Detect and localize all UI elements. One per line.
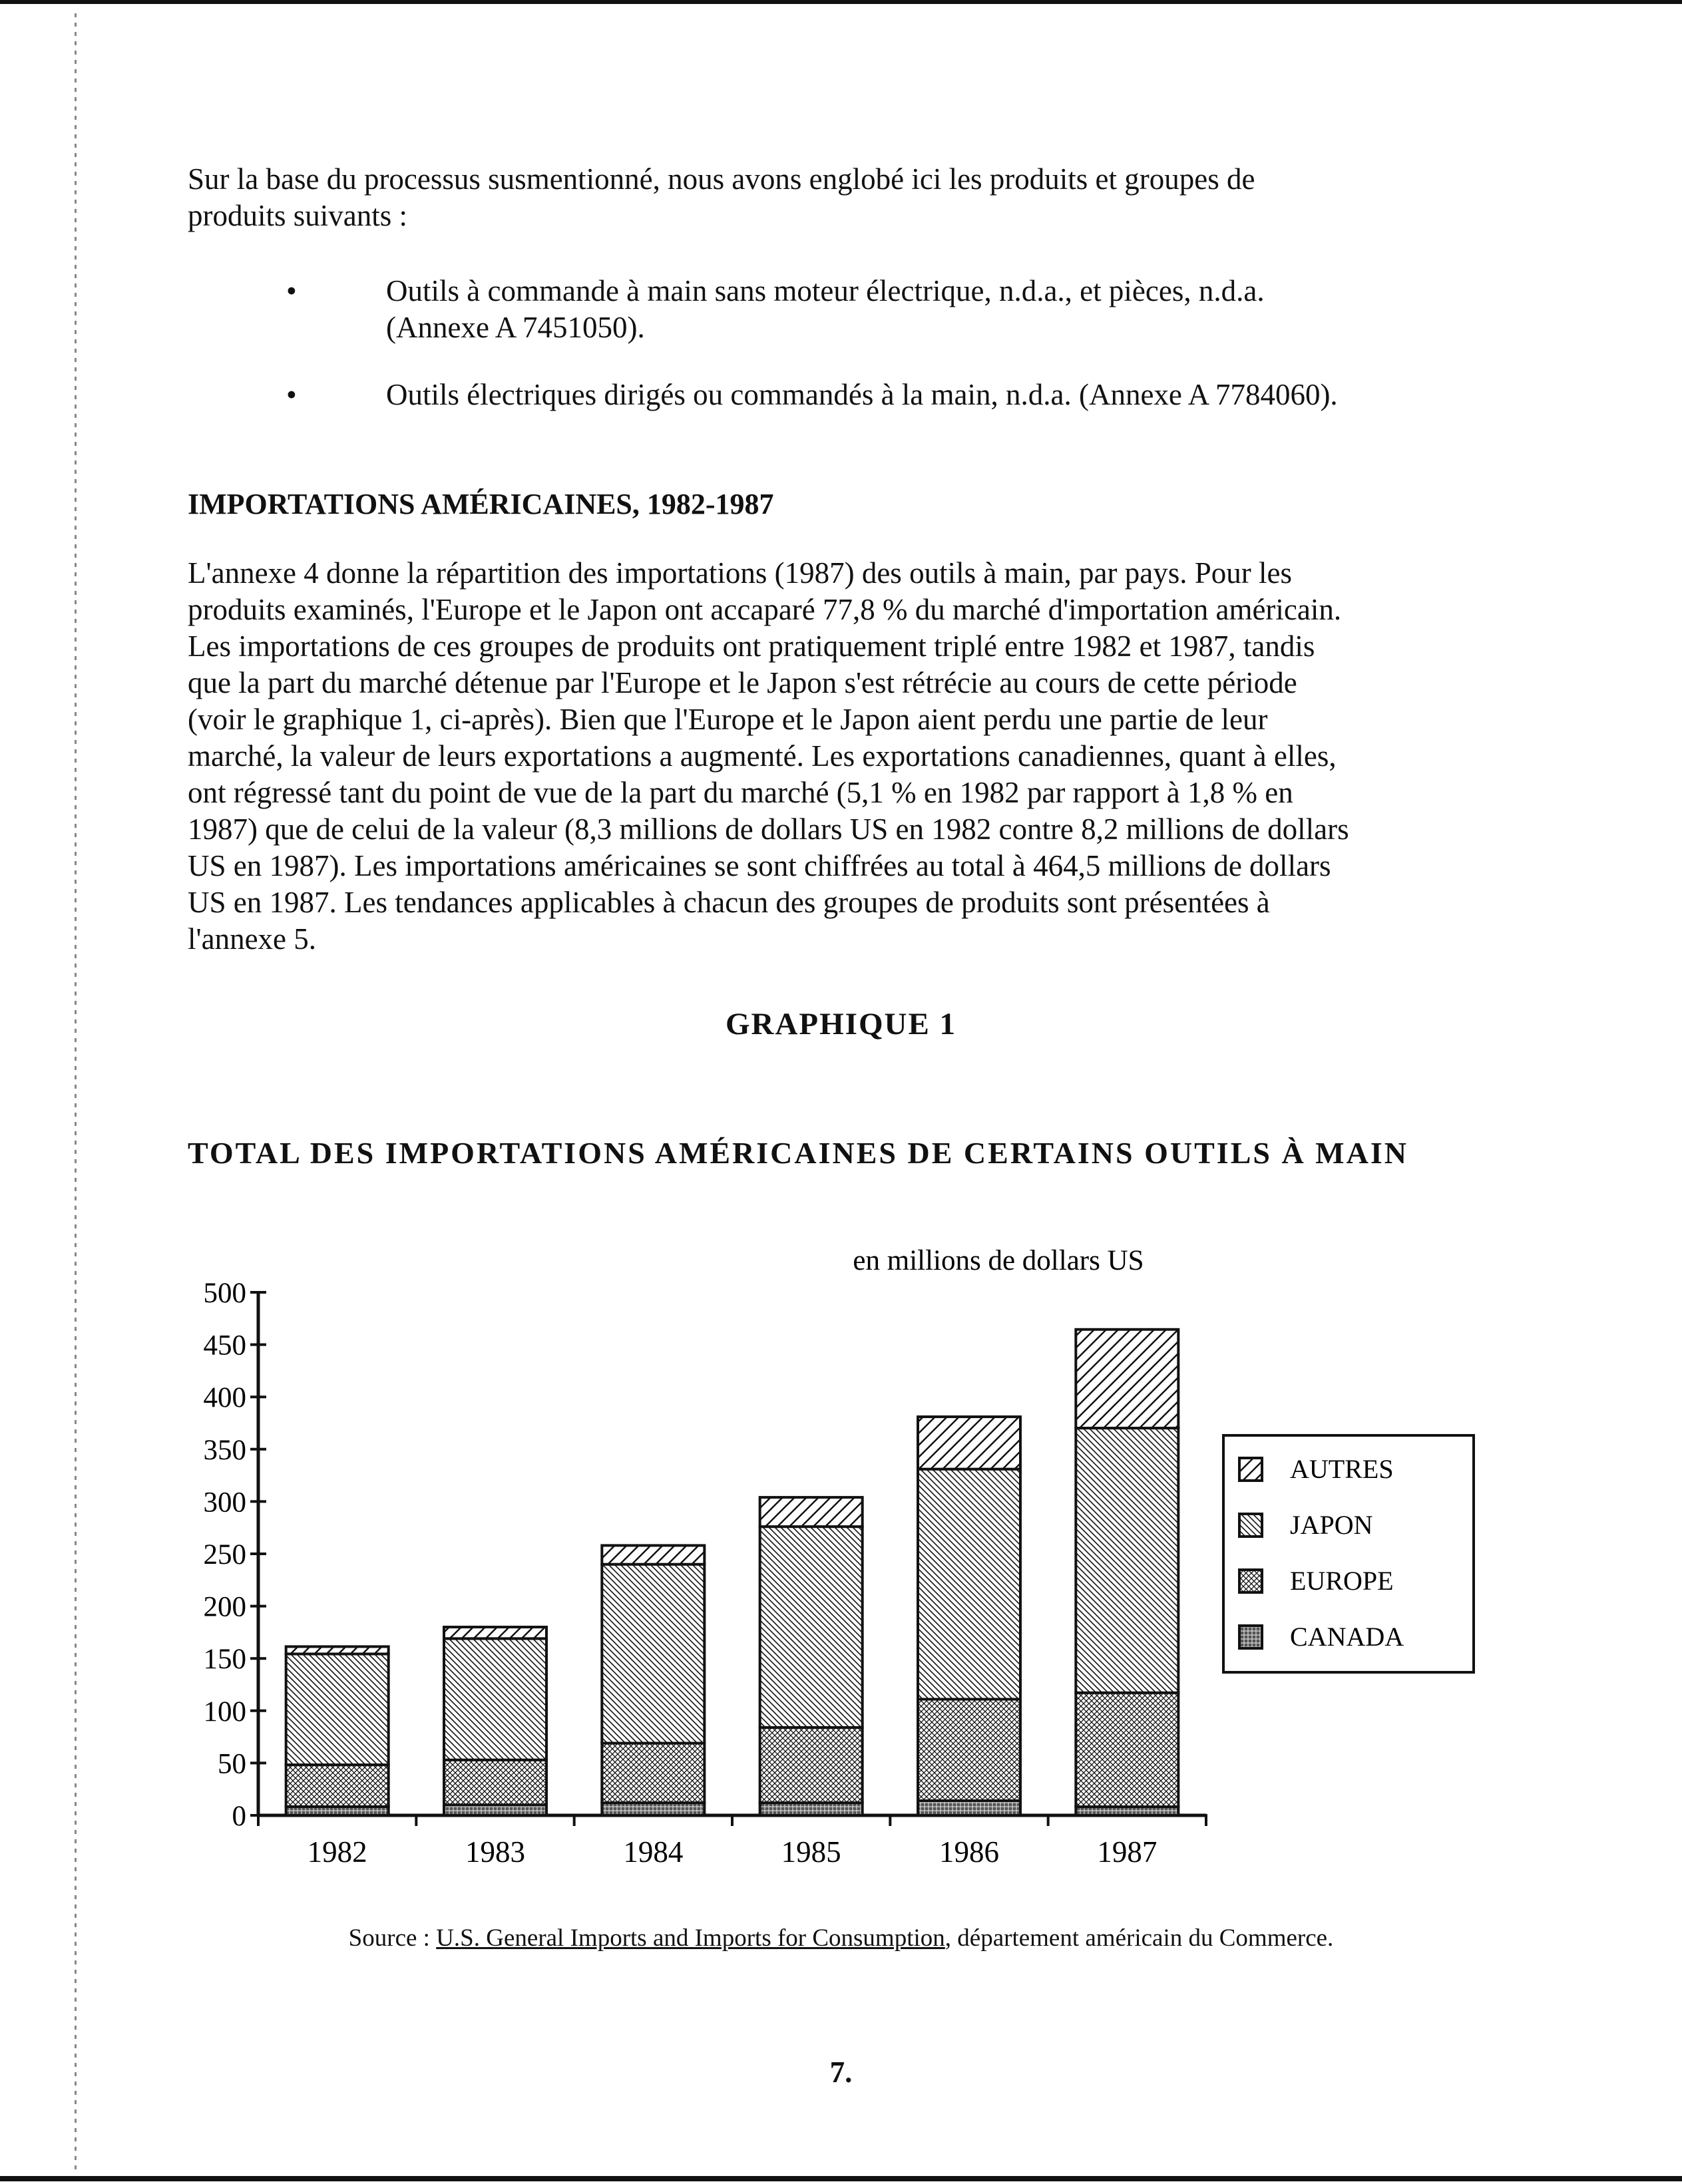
x-tick-label: 1982 bbox=[307, 1835, 367, 1869]
x-tick-label: 1986 bbox=[939, 1835, 999, 1869]
source-suffix: , département américain du Commerce. bbox=[945, 1924, 1334, 1952]
intro-line-1: Sur la base du processus susmentionné, nous avons englobé ici les produits et groupes de bbox=[188, 162, 1255, 196]
y-tick-label: 200 bbox=[203, 1591, 246, 1623]
paragraph-line: L'annexe 4 donne la répartition des importations (1987) des outils à main, par pays. Pour les bbox=[188, 556, 1292, 590]
section-heading: IMPORTATIONS AMÉRICAINES, 1982-1987 bbox=[188, 488, 774, 520]
y-tick-label: 250 bbox=[203, 1539, 246, 1570]
bar-segment-europe-1986 bbox=[918, 1700, 1020, 1801]
intro-paragraph bbox=[188, 161, 1452, 234]
x-axis bbox=[258, 1814, 1206, 1869]
legend-label-autres: AUTRES bbox=[1290, 1454, 1394, 1484]
x-tick-label: 1984 bbox=[623, 1835, 684, 1869]
legend-swatch-europe bbox=[1239, 1570, 1262, 1592]
y-tick-label: 150 bbox=[203, 1644, 246, 1676]
legend-label-europe: EUROPE bbox=[1290, 1566, 1394, 1596]
bar-segment-canada-1986 bbox=[918, 1801, 1020, 1815]
paragraph-line: Les importations de ces groupes de produits ont pratiquement triplé entre 1982 et 1987, tandis bbox=[188, 630, 1315, 663]
bar-segment-autres-1985 bbox=[760, 1497, 863, 1527]
source-note bbox=[0, 1924, 1682, 1952]
bar-segment-canada-1985 bbox=[760, 1803, 863, 1815]
graph-title: TOTAL DES IMPORTATIONS AMÉRICAINES DE CERTAINS OUTILS À MAIN bbox=[188, 1136, 1408, 1170]
intro-line-2: produits suivants : bbox=[188, 199, 408, 232]
bar-segment-japon-1987 bbox=[1076, 1428, 1178, 1693]
bottom-rule bbox=[0, 2176, 1682, 2181]
paragraph-line: que la part du marché détenue par l'Europe et le Japon s'est rétrécie au cours de cette période bbox=[188, 666, 1297, 699]
y-axis bbox=[204, 1278, 267, 1832]
x-tick-label: 1987 bbox=[1097, 1835, 1157, 1869]
bar-segment-autres-1986 bbox=[918, 1417, 1020, 1469]
legend bbox=[1223, 1435, 1474, 1672]
bar-segment-japon-1985 bbox=[760, 1527, 863, 1728]
paragraph-line: ont régressé tant du point de vue de la part du marché (5,1 % en 1982 par rapport à 1,8 % en bbox=[188, 776, 1293, 809]
bar-segment-japon-1986 bbox=[918, 1469, 1020, 1700]
source-prefix: Source : bbox=[348, 1924, 437, 1952]
bar-segment-japon-1982 bbox=[286, 1654, 389, 1765]
paragraph-line: US en 1987). Les importations américaines se sont chiffrées au total à 464,5 millions de dollars bbox=[188, 849, 1331, 882]
bar-segment-europe-1984 bbox=[602, 1743, 704, 1803]
bar-segment-canada-1984 bbox=[602, 1803, 704, 1815]
x-tick-label: 1983 bbox=[465, 1835, 525, 1869]
legend-label-canada: CANADA bbox=[1290, 1622, 1404, 1652]
legend-label-japon: JAPON bbox=[1290, 1510, 1373, 1540]
top-rule bbox=[0, 0, 1682, 4]
paragraph-line: marché, la valeur de leurs exportations a augmenté. Les exportations canadiennes, quant à elles, bbox=[188, 739, 1337, 773]
legend-swatch-autres bbox=[1239, 1458, 1262, 1481]
paragraph-line: (voir le graphique 1, ci-après). Bien que l'Europe et le Japon aient perdu une partie de leur bbox=[188, 703, 1268, 736]
paragraph-line: l'annexe 5. bbox=[188, 922, 317, 956]
bullet-dot: • bbox=[286, 378, 297, 411]
bar-segment-europe-1983 bbox=[444, 1760, 546, 1805]
paragraph-line: produits examinés, l'Europe et le Japon ont accaparé 77,8 % du marché d'importation américain. bbox=[188, 593, 1342, 626]
body-paragraph bbox=[188, 555, 1492, 958]
bullet-1-line-2: (Annexe A 7451050). bbox=[386, 311, 645, 344]
bar-segment-autres-1983 bbox=[444, 1627, 546, 1638]
y-tick-label: 100 bbox=[203, 1696, 246, 1728]
y-tick-label: 400 bbox=[203, 1382, 246, 1414]
bar-segment-autres-1982 bbox=[286, 1646, 389, 1654]
chart-unit-label: en millions de dollars US bbox=[853, 1245, 1144, 1276]
bars bbox=[286, 1330, 1179, 1815]
bar-segment-japon-1983 bbox=[444, 1638, 546, 1759]
bullet-1-line-1: Outils à commande à main sans moteur électrique, n.d.a., et pièces, n.d.a. bbox=[386, 274, 1265, 307]
bullet-2-line-1: Outils électriques dirigés ou commandés à la main, n.d.a. (Annexe A 7784060). bbox=[386, 378, 1338, 411]
legend-swatch-japon bbox=[1239, 1514, 1262, 1537]
bar-segment-japon-1984 bbox=[602, 1564, 704, 1743]
bar-segment-europe-1987 bbox=[1076, 1693, 1178, 1807]
bar-segment-europe-1985 bbox=[760, 1728, 863, 1803]
bar-segment-autres-1984 bbox=[602, 1545, 704, 1564]
y-tick-label: 0 bbox=[232, 1801, 246, 1832]
y-tick-label: 350 bbox=[203, 1434, 246, 1466]
y-tick-label: 50 bbox=[218, 1748, 246, 1780]
graph-label: GRAPHIQUE 1 bbox=[725, 1007, 957, 1041]
bullet-dot: • bbox=[286, 274, 297, 307]
page-number: 7. bbox=[829, 2056, 853, 2089]
stacked-bar-chart bbox=[0, 1238, 1682, 1903]
source-title: U.S. General Imports and Imports for Consumption bbox=[436, 1924, 945, 1952]
legend-swatch-canada bbox=[1239, 1626, 1262, 1648]
paragraph-line: US en 1987. Les tendances applicables à chacun des groupes de produits sont présentées à bbox=[188, 886, 1270, 919]
y-tick-label: 500 bbox=[203, 1278, 246, 1309]
bar-segment-europe-1982 bbox=[286, 1765, 389, 1807]
bar-segment-canada-1983 bbox=[444, 1805, 546, 1815]
x-tick-label: 1985 bbox=[781, 1835, 841, 1869]
y-tick-label: 450 bbox=[203, 1330, 246, 1362]
bar-segment-autres-1987 bbox=[1076, 1330, 1178, 1428]
y-tick-label: 300 bbox=[203, 1487, 246, 1519]
paragraph-line: 1987) que de celui de la valeur (8,3 millions de dollars US en 1982 contre 8,2 millions de dollars bbox=[188, 813, 1349, 846]
